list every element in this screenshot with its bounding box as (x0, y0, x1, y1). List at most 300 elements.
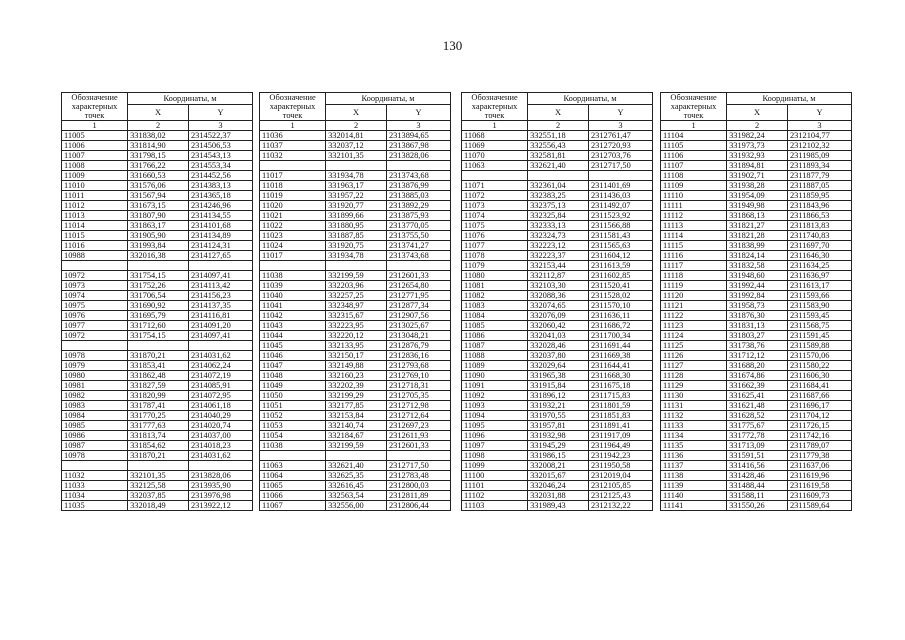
table-row (260, 391, 451, 401)
x-coord-cell: 331870,21 (128, 451, 189, 461)
x-coord-cell: 332333,13 (528, 221, 589, 231)
table-row (260, 181, 451, 191)
point-id-cell: 11116 (661, 251, 727, 261)
table-row (62, 371, 253, 381)
y-coord-cell: 2313741,27 (386, 241, 450, 251)
y-coord-cell: 2313935,90 (188, 481, 252, 491)
point-id-cell: 11141 (661, 501, 727, 511)
table-row (462, 191, 653, 201)
y-coord-cell: 2314116,81 (188, 311, 252, 321)
y-coord-cell: 2311593,66 (787, 291, 851, 301)
point-id-cell: 11049 (260, 381, 326, 391)
x-coord-cell: 331738,76 (727, 341, 788, 351)
x-coord-cell: 332031,88 (528, 491, 589, 501)
table-row (661, 451, 852, 461)
point-id-cell: 10986 (62, 431, 128, 441)
y-coord-cell: 2311669,38 (588, 351, 652, 361)
y-coord-cell: 2312654,80 (386, 281, 450, 291)
table-row (62, 261, 253, 271)
y-coord-cell: 2314040,29 (188, 411, 252, 421)
point-id-cell: 11006 (62, 141, 128, 151)
x-coord-cell: 331813,74 (128, 431, 189, 441)
point-id-cell: 11047 (260, 361, 326, 371)
y-coord-cell: 2314452,56 (188, 171, 252, 181)
x-coord-cell: 331625,41 (727, 391, 788, 401)
point-id-cell: 11088 (462, 351, 528, 361)
point-id-cell: 11094 (462, 411, 528, 421)
y-coord-cell: 2311606,30 (787, 371, 851, 381)
x-coord-cell: 332008,21 (528, 461, 589, 471)
x-coord-cell: 331832,58 (727, 261, 788, 271)
table-row (260, 251, 451, 261)
point-id-cell: 11018 (260, 181, 326, 191)
y-coord-cell: 2312793,68 (386, 361, 450, 371)
table-row (462, 261, 653, 271)
y-coord-cell: 2311742,16 (787, 431, 851, 441)
point-id-cell: 11138 (661, 471, 727, 481)
y-coord-cell: 2314506,53 (188, 141, 252, 151)
coords-table-3 (461, 92, 653, 511)
x-coord-cell: 332223,12 (528, 241, 589, 251)
table-row (462, 231, 653, 241)
table-row (661, 491, 852, 501)
column-number-row (462, 121, 653, 131)
coords-table-1 (61, 92, 253, 511)
x-coord-cell: 331876,30 (727, 311, 788, 321)
table-row (462, 311, 653, 321)
table-row (462, 341, 653, 351)
x-coord-cell: 331993,84 (128, 241, 189, 251)
y-coord-cell: 2312769,10 (386, 371, 450, 381)
x-coord-cell: 332361,04 (528, 181, 589, 191)
y-coord-cell: 2312132,22 (588, 501, 652, 511)
y-coord-cell: 2311697,70 (787, 241, 851, 251)
point-id-cell: 11037 (260, 141, 326, 151)
table-row (661, 181, 852, 191)
x-coord-cell: 331954,09 (727, 191, 788, 201)
y-coord-cell: 2311866,53 (787, 211, 851, 221)
point-id-cell: 11032 (62, 471, 128, 481)
table-row (260, 201, 451, 211)
table-row (462, 331, 653, 341)
table-row (260, 491, 451, 501)
point-id-cell: 11013 (62, 211, 128, 221)
table-row (661, 261, 852, 271)
x-coord-cell: 331965,38 (528, 371, 589, 381)
y-coord-cell: 2313867,98 (386, 141, 450, 151)
x-coord-cell: 331963,17 (326, 181, 387, 191)
point-id-cell: 11090 (462, 371, 528, 381)
table-row (661, 281, 852, 291)
y-coord-cell: 2314085,91 (188, 381, 252, 391)
point-id-cell: 11015 (62, 231, 128, 241)
table-row (661, 461, 852, 471)
point-id-cell: 10980 (62, 371, 128, 381)
point-id-cell: 11084 (462, 311, 528, 321)
point-id-cell: 11040 (260, 291, 326, 301)
table-row (661, 431, 852, 441)
coords-header: Координаты, м (326, 93, 451, 105)
table-row (62, 131, 253, 141)
x-coord-cell: 332060,42 (528, 321, 589, 331)
point-id-cell: 11034 (62, 491, 128, 501)
y-coord-cell: 2311589,64 (787, 501, 851, 511)
x-coord-cell: 331938,28 (727, 181, 788, 191)
y-coord-cell: 2312806,44 (386, 501, 450, 511)
y-coord-cell: 2311917,09 (588, 431, 652, 441)
table-row (62, 391, 253, 401)
x-coord-cell: 331902,71 (727, 171, 788, 181)
column-number: 2 (727, 121, 788, 131)
y-coord-cell: 2312717,50 (588, 161, 652, 171)
table-row (62, 181, 253, 191)
y-coord-cell: 2314031,62 (188, 351, 252, 361)
coords-table-2 (259, 92, 451, 511)
point-id-cell: 10979 (62, 361, 128, 371)
point-id-cell: 11051 (260, 401, 326, 411)
column-number-row (260, 121, 451, 131)
x-coord-cell: 331428,46 (727, 471, 788, 481)
x-header: X (326, 105, 387, 121)
x-coord-cell: 332140,74 (326, 421, 387, 431)
table-row (260, 311, 451, 321)
x-coord-cell: 332325,84 (528, 211, 589, 221)
y-coord-cell: 2312761,47 (588, 131, 652, 141)
table-row (62, 201, 253, 211)
table-row (62, 191, 253, 201)
table-row (260, 291, 451, 301)
x-coord-cell: 331957,22 (326, 191, 387, 201)
y-coord-cell: 2311691,44 (588, 341, 652, 351)
x-coord-cell: 332150,17 (326, 351, 387, 361)
y-coord-cell: 2311570,06 (787, 351, 851, 361)
y-coord-cell: 2311580,22 (787, 361, 851, 371)
x-coord-cell: 331838,02 (128, 131, 189, 141)
x-coord-cell: 332153,44 (528, 261, 589, 271)
coords-header: Координаты, м (727, 93, 852, 105)
x-coord-cell: 331807,90 (128, 211, 189, 221)
table-row (260, 141, 451, 151)
x-coord-cell (326, 161, 387, 171)
x-coord-cell: 332257,25 (326, 291, 387, 301)
point-id-cell: 11115 (661, 241, 727, 251)
y-coord-cell: 2311634,25 (787, 261, 851, 271)
point-id-cell: 11128 (661, 371, 727, 381)
x-coord-cell: 331831,13 (727, 321, 788, 331)
y-coord-cell: 2313876,99 (386, 181, 450, 191)
table-row (661, 351, 852, 361)
table-row (260, 281, 451, 291)
point-id-cell (62, 261, 128, 271)
y-coord-cell: 2311801,59 (588, 401, 652, 411)
point-id-cell: 10972 (62, 271, 128, 281)
y-coord-cell: 2313894,65 (386, 131, 450, 141)
table-row (62, 491, 253, 501)
y-coord-cell (588, 171, 652, 181)
point-id-cell: 11007 (62, 151, 128, 161)
y-coord-cell: 2314134,89 (188, 231, 252, 241)
x-coord-cell: 331970,55 (528, 411, 589, 421)
point-id-cell: 11101 (462, 481, 528, 491)
y-header: Y (386, 105, 450, 121)
table-row (62, 441, 253, 451)
point-id-cell: 11024 (260, 241, 326, 251)
column-number: 2 (326, 121, 387, 131)
point-id-cell: 11114 (661, 231, 727, 241)
point-id-cell: 11139 (661, 481, 727, 491)
table-row (62, 451, 253, 461)
y-coord-cell: 2311715,83 (588, 391, 652, 401)
table-row (462, 221, 653, 231)
table-row (62, 411, 253, 421)
x-coord-cell: 331862,48 (128, 371, 189, 381)
y-coord-cell: 2312907,56 (386, 311, 450, 321)
point-id-cell: 11085 (462, 321, 528, 331)
point-id-cell: 11054 (260, 431, 326, 441)
x-coord-cell: 332046,24 (528, 481, 589, 491)
table-row (661, 161, 852, 171)
x-coord-cell: 331690,92 (128, 301, 189, 311)
table-row (62, 141, 253, 151)
point-id-cell: 11105 (661, 141, 727, 151)
table-row (62, 171, 253, 181)
y-coord-cell: 2312105,85 (588, 481, 652, 491)
x-coord-cell: 332160,23 (326, 371, 387, 381)
y-coord-cell: 2314134,55 (188, 211, 252, 221)
y-coord-cell: 2312811,89 (386, 491, 450, 501)
point-id-cell: 11019 (260, 191, 326, 201)
y-coord-cell: 2311740,83 (787, 231, 851, 241)
x-coord-cell: 331674,86 (727, 371, 788, 381)
table-row (62, 361, 253, 371)
table-row (462, 491, 653, 501)
x-coord-cell: 331754,15 (128, 271, 189, 281)
y-coord-cell: 2312019,04 (588, 471, 652, 481)
table-row (62, 321, 253, 331)
y-coord-cell: 2314246,96 (188, 201, 252, 211)
table-row (661, 331, 852, 341)
y-coord-cell: 2311583,90 (787, 301, 851, 311)
x-coord-cell: 331821,27 (727, 221, 788, 231)
y-coord-cell: 2313025,67 (386, 321, 450, 331)
y-coord-cell: 2312104,77 (787, 131, 851, 141)
x-coord-cell: 332014,81 (326, 131, 387, 141)
point-id-cell: 10988 (62, 251, 128, 261)
point-id-cell: 11032 (260, 151, 326, 161)
table-row (661, 501, 852, 511)
x-coord-cell: 331787,41 (128, 401, 189, 411)
point-id-cell: 11127 (661, 361, 727, 371)
y-coord-cell: 2314156,23 (188, 291, 252, 301)
table-row (62, 291, 253, 301)
table-row (661, 141, 852, 151)
x-coord-cell: 331863,17 (128, 221, 189, 231)
point-id-cell: 10974 (62, 291, 128, 301)
point-label-header: Обозначение характерных точек (260, 93, 326, 121)
point-id-cell: 11086 (462, 331, 528, 341)
x-coord-cell: 331896,12 (528, 391, 589, 401)
point-id-cell: 11087 (462, 341, 528, 351)
y-coord-cell: 2313892,29 (386, 201, 450, 211)
point-id-cell: 11123 (661, 321, 727, 331)
x-coord-cell: 331989,43 (528, 501, 589, 511)
x-coord-cell: 332616,45 (326, 481, 387, 491)
x-coord-cell: 331827,59 (128, 381, 189, 391)
point-id-cell: 11065 (260, 481, 326, 491)
table-row (260, 221, 451, 231)
y-coord-cell: 2314037,00 (188, 431, 252, 441)
point-id-cell: 11078 (462, 251, 528, 261)
x-coord-cell: 332621,40 (326, 461, 387, 471)
y-coord-cell: 2312876,79 (386, 341, 450, 351)
y-header: Y (787, 105, 851, 121)
y-coord-cell: 2311589,88 (787, 341, 851, 351)
y-coord-cell (188, 341, 252, 351)
point-id-cell: 11100 (462, 471, 528, 481)
point-id-cell: 11005 (62, 131, 128, 141)
table-row (462, 401, 653, 411)
y-coord-cell: 2311528,02 (588, 291, 652, 301)
header-row (661, 93, 852, 105)
table-row (462, 441, 653, 451)
point-id-cell: 11036 (260, 131, 326, 141)
point-id-cell: 11023 (260, 231, 326, 241)
x-coord-cell: 331713,09 (727, 441, 788, 451)
point-id-cell: 10984 (62, 411, 128, 421)
y-coord-cell: 2312712,98 (386, 401, 450, 411)
table-row (462, 461, 653, 471)
x-coord-cell: 331770,25 (128, 411, 189, 421)
y-coord-cell: 2311687,66 (787, 391, 851, 401)
table-row (462, 201, 653, 211)
table-row (661, 271, 852, 281)
table-row (260, 231, 451, 241)
table-row (462, 251, 653, 261)
table-row (462, 351, 653, 361)
x-coord-cell (128, 461, 189, 471)
x-coord-cell: 331766,22 (128, 161, 189, 171)
point-id-cell: 11140 (661, 491, 727, 501)
y-coord-cell: 2312783,48 (386, 471, 450, 481)
table-row (462, 241, 653, 251)
x-coord-cell: 331775,67 (727, 421, 788, 431)
y-coord-cell: 2311520,41 (588, 281, 652, 291)
table-row (260, 501, 451, 511)
x-coord-cell: 332324,73 (528, 231, 589, 241)
y-coord-cell: 2314018,23 (188, 441, 252, 451)
x-coord-cell: 331712,12 (727, 351, 788, 361)
y-coord-cell: 2312697,23 (386, 421, 450, 431)
y-coord-cell: 2314383,13 (188, 181, 252, 191)
table-row (661, 341, 852, 351)
x-coord-cell: 331915,84 (528, 381, 589, 391)
x-coord-cell: 332037,12 (326, 141, 387, 151)
point-id-cell: 11111 (661, 201, 727, 211)
y-coord-cell: 2311789,07 (787, 441, 851, 451)
point-id-cell: 11016 (62, 241, 128, 251)
table-row (260, 441, 451, 451)
point-id-cell: 11043 (260, 321, 326, 331)
column-number: 2 (528, 121, 589, 131)
point-id-cell: 11038 (260, 271, 326, 281)
x-coord-cell: 331576,06 (128, 181, 189, 191)
y-coord-cell (386, 161, 450, 171)
table-row (661, 131, 852, 141)
table-row (260, 211, 451, 221)
x-coord-cell: 331803,27 (727, 331, 788, 341)
table-row (462, 471, 653, 481)
x-coord-cell: 331899,66 (326, 211, 387, 221)
table-row (462, 421, 653, 431)
point-id-cell: 10977 (62, 321, 128, 331)
table-row (462, 151, 653, 161)
table-row (62, 211, 253, 221)
x-coord-cell: 332101,35 (326, 151, 387, 161)
table-row (462, 371, 653, 381)
table-row (260, 431, 451, 441)
x-coord-cell: 331894,81 (727, 161, 788, 171)
x-coord-cell: 332203,96 (326, 281, 387, 291)
point-id-cell: 11038 (260, 441, 326, 451)
y-coord-cell: 2311644,41 (588, 361, 652, 371)
x-coord-cell: 331752,26 (128, 281, 189, 291)
point-id-cell: 11079 (462, 261, 528, 271)
y-coord-cell: 2314072,95 (188, 391, 252, 401)
y-coord-cell: 2311636,97 (787, 271, 851, 281)
point-id-cell: 10973 (62, 281, 128, 291)
point-id-cell: 11082 (462, 291, 528, 301)
y-coord-cell: 2313976,98 (188, 491, 252, 501)
table-row (661, 301, 852, 311)
table-row (260, 461, 451, 471)
y-coord-cell: 2314543,13 (188, 151, 252, 161)
x-coord-cell: 332101,35 (128, 471, 189, 481)
point-id-cell: 11135 (661, 441, 727, 451)
point-id-cell: 11009 (62, 171, 128, 181)
point-id-cell: 11125 (661, 341, 727, 351)
y-coord-cell: 2311891,41 (588, 421, 652, 431)
x-coord-cell: 331992,84 (727, 291, 788, 301)
x-coord-cell (528, 171, 589, 181)
point-id-cell: 11132 (661, 411, 727, 421)
x-coord-cell: 332016,38 (128, 251, 189, 261)
y-coord-cell: 2311591,45 (787, 331, 851, 341)
x-coord-cell: 332028,46 (528, 341, 589, 351)
point-id-cell: 11044 (260, 331, 326, 341)
x-coord-cell: 332074,65 (528, 301, 589, 311)
table-row (661, 191, 852, 201)
point-id-cell: 11096 (462, 431, 528, 441)
y-coord-cell: 2311877,79 (787, 171, 851, 181)
x-header: X (128, 105, 189, 121)
x-coord-cell: 331854,62 (128, 441, 189, 451)
y-coord-cell: 2312601,33 (386, 271, 450, 281)
table-row (260, 261, 451, 271)
table-row (260, 241, 451, 251)
y-coord-cell: 2312705,35 (386, 391, 450, 401)
point-id-cell: 11039 (260, 281, 326, 291)
table-row (661, 291, 852, 301)
x-coord-cell: 331934,78 (326, 251, 387, 261)
y-coord-cell: 2311609,73 (787, 491, 851, 501)
x-coord-cell: 331870,21 (128, 351, 189, 361)
table-row (260, 161, 451, 171)
y-coord-cell: 2311851,83 (588, 411, 652, 421)
x-coord-cell: 331628,52 (727, 411, 788, 421)
x-coord-cell: 331932,93 (727, 151, 788, 161)
y-coord-cell: 2314124,31 (188, 241, 252, 251)
table-row (661, 251, 852, 261)
